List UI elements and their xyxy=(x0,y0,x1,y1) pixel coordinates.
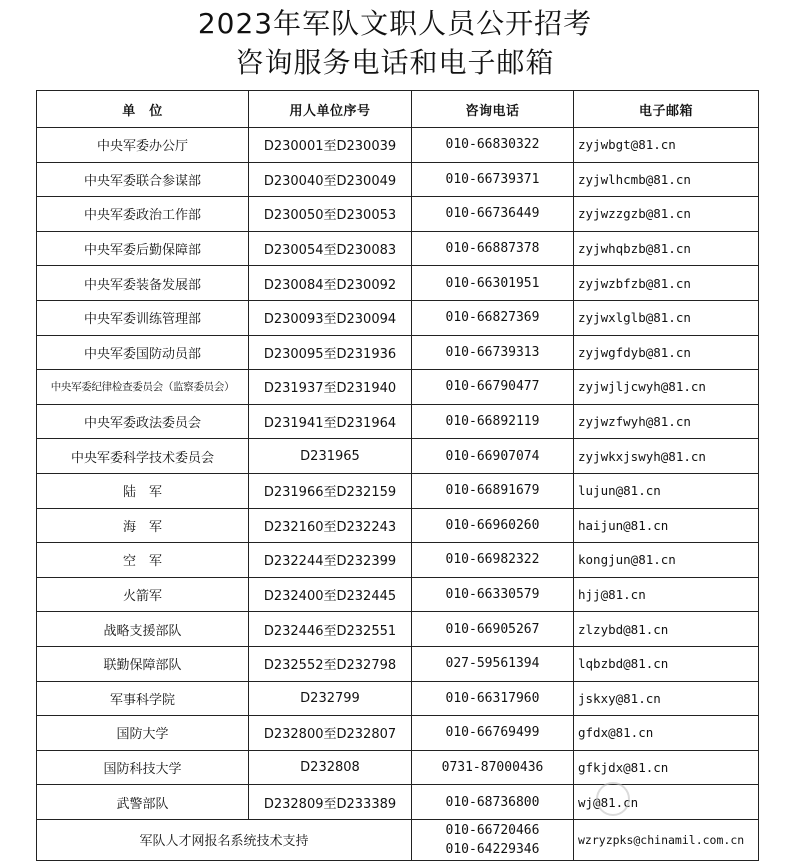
email-cell: zyjwlhcmb@81.cn xyxy=(574,162,759,197)
table-row xyxy=(37,716,759,751)
unit-cell: 中央军委纪律检查委员会（监察委员会） xyxy=(37,370,249,405)
code-cell: D231966至D232159 xyxy=(249,473,412,508)
table-row xyxy=(37,231,759,266)
table-row xyxy=(37,404,759,439)
support-phone: 010-66720466 xyxy=(445,822,540,838)
phone-cell: 010-66317960 xyxy=(412,681,574,716)
code-cell: D232400至D232445 xyxy=(249,577,412,612)
unit-cell: 联勤保障部队 xyxy=(37,646,249,681)
phone-cell: 010-66736449 xyxy=(412,197,574,232)
table-row-support xyxy=(37,819,759,860)
table-header-row xyxy=(37,91,759,128)
phone-cell: 010-66827369 xyxy=(412,300,574,335)
email-cell: lujun@81.cn xyxy=(574,473,759,508)
unit-cell: 军事科学院 xyxy=(37,681,249,716)
unit-cell: 中央军委办公厅 xyxy=(37,128,249,163)
header-unit: 单 位 xyxy=(37,91,249,128)
email-cell: hjj@81.cn xyxy=(574,577,759,612)
code-cell: D231965 xyxy=(249,439,412,474)
unit-cell: 中央军委国防动员部 xyxy=(37,335,249,370)
email-cell: zyjwzfwyh@81.cn xyxy=(574,404,759,439)
table-row xyxy=(37,335,759,370)
unit-cell: 中央军委政法委员会 xyxy=(37,404,249,439)
table-row xyxy=(37,785,759,820)
support-phone: 010-64229346 xyxy=(445,841,540,857)
phone-cell: 010-66330579 xyxy=(412,577,574,612)
phone-cell: 010-66739313 xyxy=(412,335,574,370)
support-unit-cell: 军队人才网报名系统技术支持 xyxy=(37,819,412,860)
email-cell: gfkjdx@81.cn xyxy=(574,750,759,785)
email-cell: zyjwzbfzb@81.cn xyxy=(574,266,759,301)
email-cell: zyjwgfdyb@81.cn xyxy=(574,335,759,370)
table-row xyxy=(37,612,759,647)
table-row xyxy=(37,508,759,543)
code-cell: D231941至D231964 xyxy=(249,404,412,439)
code-cell: D230095至D231936 xyxy=(249,335,412,370)
header-email: 电子邮箱 xyxy=(574,91,759,128)
code-cell: D232446至D232551 xyxy=(249,612,412,647)
header-code: 用人单位序号 xyxy=(249,91,412,128)
email-cell: zyjwxlglb@81.cn xyxy=(574,300,759,335)
phone-cell: 010-66790477 xyxy=(412,370,574,405)
email-cell: jskxy@81.cn xyxy=(574,681,759,716)
email-cell: wj@81.cn xyxy=(574,785,759,820)
phone-cell: 010-66982322 xyxy=(412,543,574,578)
code-cell: D230054至D230083 xyxy=(249,231,412,266)
table-row xyxy=(37,750,759,785)
email-cell: kongjun@81.cn xyxy=(574,543,759,578)
code-cell: D232808 xyxy=(249,750,412,785)
table-row xyxy=(37,300,759,335)
code-cell: D230001至D230039 xyxy=(249,128,412,163)
table-row xyxy=(37,577,759,612)
unit-cell: 中央军委联合参谋部 xyxy=(37,162,249,197)
phone-cell: 010-68736800 xyxy=(412,785,574,820)
unit-cell: 中央军委训练管理部 xyxy=(37,300,249,335)
unit-cell: 国防科技大学 xyxy=(37,750,249,785)
phone-cell: 010-66907074 xyxy=(412,439,574,474)
code-cell: D230084至D230092 xyxy=(249,266,412,301)
page-subtitle: 咨询服务电话和电子邮箱 xyxy=(235,46,555,79)
email-cell: haijun@81.cn xyxy=(574,508,759,543)
code-cell: D232800至D232807 xyxy=(249,716,412,751)
phone-cell: 010-66301951 xyxy=(412,266,574,301)
table-row xyxy=(37,370,759,405)
code-cell: D230040至D230049 xyxy=(249,162,412,197)
unit-cell: 中央军委科学技术委员会 xyxy=(37,439,249,474)
code-cell: D232552至D232798 xyxy=(249,646,412,681)
code-cell: D231937至D231940 xyxy=(249,370,412,405)
unit-cell: 空 军 xyxy=(37,543,249,578)
phone-cell: 010-66892119 xyxy=(412,404,574,439)
phone-cell: 010-66830322 xyxy=(412,128,574,163)
table-row xyxy=(37,266,759,301)
unit-cell: 中央军委装备发展部 xyxy=(37,266,249,301)
support-phone-cell xyxy=(412,819,574,860)
table-row xyxy=(37,197,759,232)
table-row xyxy=(37,681,759,716)
table-row xyxy=(37,473,759,508)
table-row xyxy=(37,646,759,681)
unit-cell: 国防大学 xyxy=(37,716,249,751)
email-cell: lqbzbd@81.cn xyxy=(574,646,759,681)
code-cell: D232799 xyxy=(249,681,412,716)
page-title: 2023年军队文职人员公开招考 xyxy=(197,7,593,40)
email-cell: zyjwkxjswyh@81.cn xyxy=(574,439,759,474)
phone-cell: 010-66905267 xyxy=(412,612,574,647)
email-cell: zyjwbgt@81.cn xyxy=(574,128,759,163)
email-cell: zyjwjljcwyh@81.cn xyxy=(574,370,759,405)
phone-cell: 027-59561394 xyxy=(412,646,574,681)
table-row xyxy=(37,162,759,197)
unit-cell: 中央军委后勤保障部 xyxy=(37,231,249,266)
email-cell: zyjwzzgzb@81.cn xyxy=(574,197,759,232)
table-row xyxy=(37,128,759,163)
contact-table xyxy=(36,90,759,861)
code-cell: D230093至D230094 xyxy=(249,300,412,335)
code-cell: D230050至D230053 xyxy=(249,197,412,232)
code-cell: D232244至D232399 xyxy=(249,543,412,578)
support-email-cell: wzryzpks@chinamil.com.cn xyxy=(574,819,759,860)
phone-cell: 010-66739371 xyxy=(412,162,574,197)
email-cell: gfdx@81.cn xyxy=(574,716,759,751)
unit-cell: 战略支援部队 xyxy=(37,612,249,647)
email-cell: zyjwhqbzb@81.cn xyxy=(574,231,759,266)
table-row xyxy=(37,543,759,578)
phone-cell: 010-66887378 xyxy=(412,231,574,266)
header-phone: 咨询电话 xyxy=(412,91,574,128)
table-body xyxy=(37,128,759,861)
unit-cell: 中央军委政治工作部 xyxy=(37,197,249,232)
phone-cell: 0731-87000436 xyxy=(412,750,574,785)
unit-cell: 武警部队 xyxy=(37,785,249,820)
phone-cell: 010-66891679 xyxy=(412,473,574,508)
code-cell: D232160至D232243 xyxy=(249,508,412,543)
unit-cell: 海 军 xyxy=(37,508,249,543)
unit-cell: 火箭军 xyxy=(37,577,249,612)
phone-cell: 010-66960260 xyxy=(412,508,574,543)
table-row xyxy=(37,439,759,474)
code-cell: D232809至D233389 xyxy=(249,785,412,820)
unit-cell: 陆 军 xyxy=(37,473,249,508)
email-cell: zlzybd@81.cn xyxy=(574,612,759,647)
phone-cell: 010-66769499 xyxy=(412,716,574,751)
